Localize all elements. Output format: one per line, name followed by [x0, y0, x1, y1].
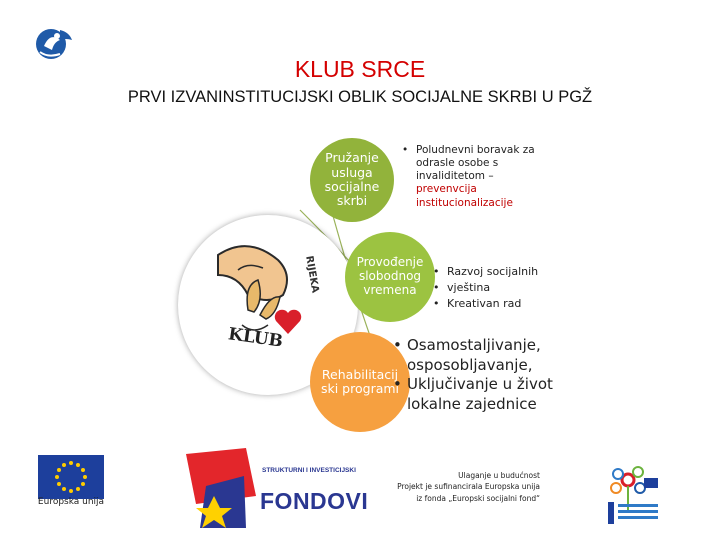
page-subtitle: PRVI IZVANINSTITUCIJSKI OBLIK SOCIJALNE SKRBI U PGŽ — [127, 88, 593, 106]
hub-text: KLUB — [226, 324, 285, 352]
node-circle-social-services — [310, 138, 394, 222]
page-title: KLUB SRCE — [294, 56, 426, 82]
flower-logo-icon — [600, 460, 678, 526]
node-circle-free-time — [345, 232, 435, 322]
node-1-bullets — [402, 144, 537, 210]
bullet-item: • Razvoj socijalnih — [433, 264, 573, 280]
bullet-item: • Osamostaljivanje, osposobljavanje, — [393, 336, 563, 375]
eu-flag-icon — [38, 455, 104, 499]
funding-line: Ulaganje u budućnost — [458, 471, 540, 480]
node-3-bullets — [393, 336, 563, 414]
node-2-bullets — [433, 264, 573, 312]
bullet-item: • Poludnevni boravak za odrasle osobe s invaliditetom – prevenvcija institucionalizacije — [402, 144, 537, 210]
funding-statement — [368, 470, 540, 504]
funds-logo-main: FONDOVI — [260, 488, 369, 514]
bullet-item: • vještina — [433, 280, 573, 296]
node-label: Pružanje usluga socijalne skrbi — [324, 150, 380, 209]
heart-icon — [273, 308, 303, 341]
bullet-item: • Kreativan rad — [433, 296, 573, 312]
eu-label: Europska unija — [37, 497, 105, 507]
funding-line: Projekt je sufinancirala Europska unija — [397, 482, 540, 492]
funds-logo — [186, 446, 369, 530]
bullet-item: • Uključivanje u život lokalne zajednice — [393, 375, 563, 414]
funding-line: iz fonda „Europski socijalni fond“ — [416, 493, 540, 503]
hub-side-text: RIJEKA — [303, 255, 321, 294]
funds-logo-top: STRUKTURNI I INVESTICIJSKI — [262, 467, 356, 474]
node-label: Rehabilitacijski programi — [320, 366, 400, 396]
node-label: Provođenje slobodnog vremena — [356, 255, 424, 297]
